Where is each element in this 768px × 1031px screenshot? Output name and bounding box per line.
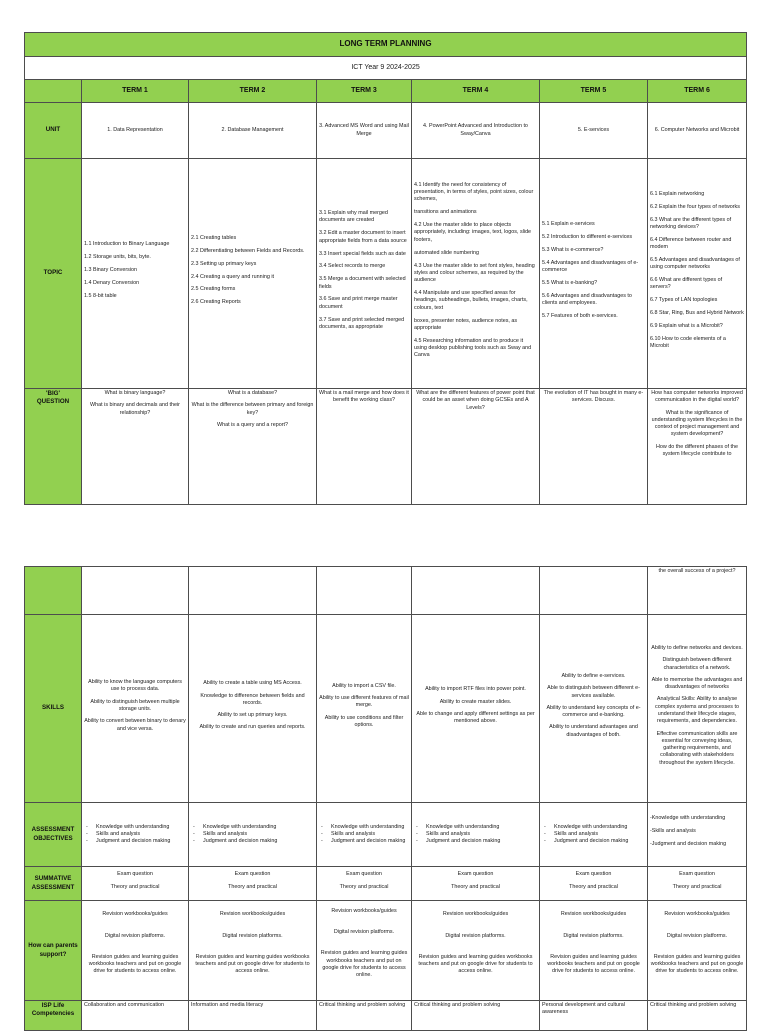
isp-cell: Information and media literacy — [189, 1001, 317, 1031]
big-question-cell — [317, 389, 412, 505]
topic-item: 4.3 Use the master slide to set font styles, heading styles and colour schemes, as required by the audience — [414, 262, 535, 284]
topic-item: 5.4 Advantages and disadvantages of e-commerce — [542, 259, 639, 274]
summative-item: Exam question — [679, 871, 715, 878]
topic-item: 6.1 Explain networking — [650, 190, 705, 197]
row-label-big-question — [25, 389, 82, 505]
corner-cell — [25, 80, 82, 103]
big-question-cell — [82, 389, 189, 505]
topic-item: 1.2 Storage units, bits, byte. — [84, 254, 151, 261]
topic-item: 5.1 Explain e-services — [542, 221, 595, 228]
parents-cell — [189, 901, 317, 1001]
skills-cell — [540, 615, 648, 803]
summative-item: Theory and practical — [451, 883, 500, 890]
row-label-parents-support: How can parents support? — [25, 901, 82, 1001]
topic-item: 3.1 Explain why mail merged documents are created — [319, 210, 388, 224]
skill-item: Analytical Skills: Ability to analyse complex systems and processes to understand their lifecycle stages, requirements, and dependencies. — [655, 696, 739, 725]
summative-assessment-row — [25, 867, 747, 901]
unit-row — [25, 103, 747, 159]
objective-item: -Judgment and decision making — [650, 841, 727, 848]
topic-item: 3.6 Save and print merge master document — [319, 296, 398, 310]
objective-item: - Knowledge with understanding — [542, 824, 645, 831]
continuation-row — [25, 567, 747, 615]
topic-item: 2.5 Creating forms — [191, 286, 236, 293]
parents-item: Revision guides and learning guides workbooks teachers and put on google drive for students to access online. — [418, 953, 533, 975]
summative-item: Theory and practical — [569, 883, 618, 890]
parents-cell — [648, 901, 747, 1001]
topic-item: 6.4 Difference between router and modem — [650, 236, 732, 251]
summative-cell — [648, 867, 747, 901]
big-question-row — [25, 389, 747, 505]
unit-cell: 3. Advanced MS Word and using Mail Merge — [317, 103, 412, 159]
topic-item: 4.2 Use the master slide to place objects appropriately, including: images, text, logos, slide footers, — [414, 222, 532, 243]
skills-cell — [189, 615, 317, 803]
parents-cell — [540, 901, 648, 1001]
objectives-cell — [82, 803, 189, 867]
isp-cell: Personal development and cultural awareness — [540, 1001, 648, 1031]
topic-item: 3.2 Edit a master document to insert appropriate fields from a data source — [319, 230, 407, 244]
continuation-label-cell — [25, 567, 82, 615]
topic-item: 5.2 Introduction to different e-services — [542, 233, 633, 240]
topic-item: 1.4 Denary Conversion — [84, 279, 140, 286]
topic-cell — [412, 159, 540, 389]
objective-item: -Skills and analysis — [650, 827, 696, 834]
empty-cell — [412, 567, 540, 615]
big-question-text: What is binary language? — [104, 390, 166, 396]
big-question-text: What is binary and decimals and their relationship? — [90, 402, 180, 416]
skills-cell — [412, 615, 540, 803]
big-question-text: What is the difference between primary and foreign key? — [191, 402, 314, 416]
big-question-text: What are the different features of power point that could be an asset when doing GCSEs and A Levels? — [416, 390, 535, 411]
big-question-text: What is a mail merge and how does it benefit the working class? — [319, 390, 409, 404]
topic-item: 6.7 Types of LAN topologies — [650, 297, 718, 304]
objective-item: - Knowledge with understanding — [414, 824, 537, 831]
topic-item: 3.7 Save and print selected merged documents, as appropriate — [319, 316, 405, 330]
empty-cell — [317, 567, 412, 615]
term-header: TERM 4 — [412, 80, 540, 103]
topic-item: 4.1 Identify the need for consistency of presentation, in terms of styles, point sizes, colour schemes, — [414, 181, 534, 203]
topic-item: 3.3 Insert special fields such as date — [319, 250, 406, 257]
topic-item: 1.5 8-bit table — [84, 292, 117, 299]
topic-item: 3.4 Select records to merge — [319, 263, 386, 270]
skill-item: Ability to define e-services. — [561, 672, 626, 679]
objectives-cell — [317, 803, 412, 867]
skill-item: Ability to create a table using MS Access. — [203, 680, 302, 687]
objective-item: - Skills and analysis — [319, 831, 409, 838]
document-subtitle: ICT Year 9 2024-2025 — [25, 57, 747, 80]
summative-cell — [412, 867, 540, 901]
planning-table-page-1 — [24, 32, 747, 505]
topic-item: 6.9 Explain what is a Microbit? — [650, 323, 723, 330]
row-label-topic: TOPIC — [25, 159, 82, 389]
topic-item: 6.2 Explain the four types of networks — [650, 203, 740, 210]
parents-item: Revision workbooks/guides — [219, 911, 286, 918]
parents-item: Digital revision platforms. — [222, 932, 283, 939]
parents-item: Digital revision platforms. — [563, 932, 624, 939]
topic-item: 2.6 Creating Reports — [191, 299, 241, 306]
parents-cell — [412, 901, 540, 1001]
parents-item: Revision workbooks/guides — [102, 911, 168, 918]
skills-cell — [82, 615, 189, 803]
big-question-continuation: the overall success of a project? — [648, 567, 747, 615]
topic-item: 5.6 Advantages and disadvantages to clients and employees. — [542, 292, 632, 307]
topic-item: 2.3 Setting up primary keys — [191, 260, 257, 267]
parents-cell — [82, 901, 189, 1001]
objective-item: -Knowledge with understanding — [650, 814, 726, 821]
objective-item: - Knowledge with understanding — [84, 824, 186, 831]
unit-cell: 5. E-services — [540, 103, 648, 159]
skill-item: Ability to create and run queries and reports. — [199, 724, 306, 731]
skill-item: Ability to import RTF files into power point. — [425, 686, 526, 693]
skill-item: Ability to use conditions and filter options. — [324, 714, 404, 728]
row-label-unit: UNIT — [25, 103, 82, 159]
topic-item: boxes, presenter notes, audience notes, as appropriate — [414, 317, 518, 331]
topic-item: transitions and animations — [414, 209, 477, 216]
skill-item: Ability to set up primary keys. — [217, 712, 288, 719]
topic-item: 3.5 Merge a document with selected fields — [319, 276, 406, 290]
summative-cell — [82, 867, 189, 901]
big-question-label-line: QUESTION — [36, 398, 70, 406]
topic-cell — [540, 159, 648, 389]
unit-cell: 1. Data Representation — [82, 103, 189, 159]
objective-item: - Judgment and decision making — [191, 838, 314, 845]
skills-cell — [317, 615, 412, 803]
skill-item: Knowledge to difference between fields and records. — [200, 692, 305, 706]
objective-item: - Skills and analysis — [414, 831, 537, 838]
isp-cell: Collaboration and communication — [82, 1001, 189, 1031]
skills-row — [25, 615, 747, 803]
skills-cell — [648, 615, 747, 803]
empty-cell — [540, 567, 648, 615]
objectives-cell — [189, 803, 317, 867]
term-header: TERM 6 — [648, 80, 747, 103]
skill-item: Ability to create master slides. — [439, 698, 512, 705]
objectives-cell — [540, 803, 648, 867]
summative-cell — [317, 867, 412, 901]
isp-cell: Critical thinking and problem solving — [317, 1001, 412, 1031]
topic-item: 4.4 Manipulate and use specified areas for headings, subheadings, bullets, images, charts, colours, text — [414, 290, 528, 311]
parents-item: Revision workbooks/guides — [442, 911, 509, 918]
big-question-cell — [648, 389, 747, 505]
big-question-cell — [540, 389, 648, 505]
document-title: LONG TERM PLANNING — [25, 33, 747, 57]
objective-item: - Judgment and decision making — [542, 838, 645, 845]
objective-item: - Skills and analysis — [191, 831, 314, 838]
big-question-cell — [412, 389, 540, 505]
objective-item: - Judgment and decision making — [84, 838, 186, 845]
topic-item: 5.7 Features of both e-services. — [542, 313, 618, 320]
parents-item: Revision workbooks/guides — [331, 907, 397, 914]
topic-row — [25, 159, 747, 389]
term-header-row — [25, 80, 747, 103]
topic-item: 6.10 How to code elements of a Microbit — [650, 336, 726, 350]
topic-item: 1.1 Introduction to Binary Language — [84, 241, 170, 248]
topic-item: automated slide numbering — [414, 249, 480, 256]
summative-cell — [189, 867, 317, 901]
topic-cell — [189, 159, 317, 389]
skill-item: Ability to distinguish between multiple storage units. — [90, 698, 180, 712]
skill-item: Able to distinguish between different e-services available. — [547, 685, 640, 699]
big-question-cell — [189, 389, 317, 505]
skill-item: Ability to know the language computers use to process data. — [88, 679, 182, 693]
skill-item: Effective communication skills are essential for conveying ideas, gathering requirements, and collaborating with stakeholders throughout the system lifecycle. — [656, 730, 738, 766]
big-question-text: What is a query and a report? — [216, 421, 288, 428]
unit-cell: 4. PowerPoint Advanced and Introduction to Sway/Canva — [412, 103, 540, 159]
summative-cell — [540, 867, 648, 901]
summative-item: Exam question — [117, 871, 153, 878]
parents-item: Revision guides and learning guides workbooks teachers and put on google drive for students to access online. — [195, 953, 310, 975]
big-question-text: How has computer networks improved communication in the digital world? — [651, 390, 743, 404]
parents-support-row — [25, 901, 747, 1001]
objective-item: - Knowledge with understanding — [319, 824, 409, 831]
objective-item: - Judgment and decision making — [319, 838, 409, 845]
topic-item: 6.5 Advantages and disadvantages of using computer networks — [650, 256, 740, 271]
planning-table-page-2 — [24, 566, 747, 1031]
objectives-cell — [648, 803, 747, 867]
skill-item: Ability to understand key concepts of e-commerce and e-banking. — [546, 704, 641, 719]
skill-item: Ability to understand advantages and disadvantages of both. — [549, 724, 638, 738]
skill-item: Distinguish between different characteristics of a network. — [662, 657, 732, 671]
parents-item: Digital revision platforms. — [333, 928, 395, 935]
objective-item: - Knowledge with understanding — [191, 824, 314, 831]
summative-item: Theory and practical — [339, 883, 389, 890]
summative-item: Theory and practical — [672, 883, 722, 890]
objectives-cell — [412, 803, 540, 867]
row-label-assessment-objectives: ASSESSMENT OBJECTIVES — [25, 803, 82, 867]
term-header: TERM 5 — [540, 80, 648, 103]
topic-item: 1.3 Binary Conversion — [84, 267, 138, 274]
row-label-isp-competencies: ISP Life Competencies — [25, 1001, 82, 1031]
row-label-skills: SKILLS — [25, 615, 82, 803]
parents-item: Digital revision platforms. — [445, 932, 506, 939]
skill-item: Ability to convert between binary to denary and vice versa. — [84, 718, 186, 732]
topic-item: 6.6 What are different types of servers? — [650, 277, 723, 291]
objective-item: - Skills and analysis — [542, 831, 645, 838]
empty-cell — [82, 567, 189, 615]
summative-item: Exam question — [234, 871, 271, 878]
summative-item: Exam question — [457, 871, 494, 878]
topic-item: 5.3 What is e-commerce? — [542, 246, 604, 253]
topic-cell — [317, 159, 412, 389]
topic-item: 2.2 Differentiating between Fields and Records. — [191, 247, 305, 254]
summative-item: Exam question — [346, 871, 382, 878]
isp-cell: Critical thinking and problem solving — [648, 1001, 747, 1031]
parents-cell — [317, 901, 412, 1001]
summative-item: Theory and practical — [228, 883, 277, 890]
unit-cell: 6. Computer Networks and Microbit — [648, 103, 747, 159]
parents-item: Revision guides and learning guides workbooks teachers and put on google drive for students to access online. — [547, 953, 640, 975]
topic-cell — [82, 159, 189, 389]
topic-item: 2.4 Creating a query and running it — [191, 273, 275, 280]
row-label-summative-assessment: SUMMATIVE ASSESSMENT — [25, 867, 82, 901]
isp-cell: Critical thinking and problem solving — [412, 1001, 540, 1031]
big-question-text: The evolution of IT has bought in many e-services. Discuss. — [543, 390, 644, 404]
topic-cell — [648, 159, 747, 389]
term-header: TERM 3 — [317, 80, 412, 103]
skill-item: Ability to define networks and devices. — [651, 644, 743, 651]
parents-item: Digital revision platforms. — [666, 932, 728, 939]
skill-item: Able to change and apply different settings as per mentioned above. — [416, 711, 535, 725]
parents-item: Revision workbooks/guides — [664, 911, 730, 918]
topic-item: 4.5 Researching information and to produce it using desktop publishing tools such as Sway and Canva — [414, 337, 532, 359]
assessment-objectives-row — [25, 803, 747, 867]
big-question-text: What is a database? — [227, 390, 278, 396]
big-question-text: How do the different phases of the system lifecycle contribute to — [656, 443, 739, 458]
summative-item: Theory and practical — [110, 883, 160, 890]
topic-item: 6.3 What are the different types of networking devices? — [650, 216, 732, 230]
objective-item: - Skills and analysis — [84, 831, 186, 838]
skill-item: Ability to use different features of mail merge. — [319, 695, 409, 709]
unit-cell: 2. Database Management — [189, 103, 317, 159]
term-header: TERM 2 — [189, 80, 317, 103]
topic-item: 2.1 Creating tables — [191, 234, 237, 241]
parents-item: Revision guides and learning guides workbooks teachers and put on google drive for students to access online. — [320, 950, 408, 979]
objective-item: - Judgment and decision making — [414, 838, 537, 845]
skill-item: Able to memorise the advantages and disadvantages of networks — [651, 676, 743, 691]
parents-item: Digital revision platforms. — [104, 932, 166, 939]
term-header: TERM 1 — [82, 80, 189, 103]
topic-item: 6.8 Star, Ring, Bus and Hybrid Network — [650, 310, 744, 317]
parents-item: Revision guides and learning guides workbooks teachers and put on google drive for students to access online. — [650, 953, 744, 975]
skill-item: Ability to import a CSV file. — [332, 682, 396, 689]
summative-item: Exam question — [575, 871, 612, 878]
empty-cell — [189, 567, 317, 615]
big-question-text: What is the significance of understanding system lifecycles in the context of project management and system development? — [651, 409, 743, 438]
parents-item: Revision workbooks/guides — [560, 911, 627, 918]
topic-item: 5.5 What is e-banking? — [542, 279, 598, 286]
isp-competencies-row — [25, 1001, 747, 1031]
big-question-label-line: 'BIG' — [46, 390, 60, 397]
parents-item: Revision guides and learning guides workbooks teachers and put on google drive for students to access online. — [88, 953, 182, 975]
